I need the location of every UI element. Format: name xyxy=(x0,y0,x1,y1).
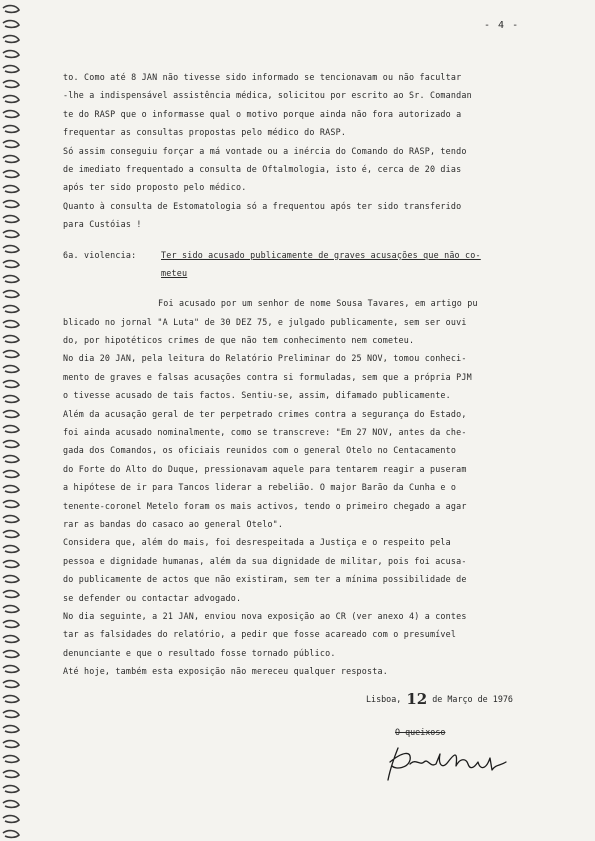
binding-coil xyxy=(3,786,19,793)
binding-coil xyxy=(3,366,19,373)
binding-coil xyxy=(3,666,19,673)
text-line: para Custóias ! xyxy=(63,219,142,230)
text-line: Além da acusação geral de ter perpetrado crimes contra a segurança do Estado, xyxy=(63,408,467,419)
binding-coil xyxy=(3,456,19,463)
binding-coil xyxy=(3,246,19,253)
binding-coil xyxy=(3,771,19,778)
text-line: do Forte do Alto do Duque, pressionavam aquele para tentarem reagir a puseram xyxy=(63,463,467,474)
binding-coil xyxy=(3,186,19,193)
text-line: tar as falsidades do relatório, a pedir que fosse acareado com o presumível xyxy=(63,629,457,640)
text-line: a hipótese de ir para Tancos liderar a rebelião. O major Barão da Cunha e o xyxy=(63,482,457,493)
binding-coil xyxy=(3,261,19,268)
text-line: No dia 20 JAN, pela leitura do Relatório Preliminar do 25 NOV, tomou conheci- xyxy=(63,353,467,364)
binding-coil xyxy=(3,606,19,613)
text-line: o tivesse acusado de tais factos. Sentiu-se, assim, difamado publicamente. xyxy=(63,390,451,401)
binding-coil xyxy=(3,561,19,568)
binding-coil xyxy=(3,216,19,223)
text-line: blicado no jornal "A Luta" de 30 DEZ 75, e julgado publicamente, sem ser ouvi xyxy=(63,316,467,327)
text-line: No dia seguinte, a 21 JAN, enviou nova exposição ao CR (ver anexo 4) a contes xyxy=(63,610,467,621)
binding-coil xyxy=(3,6,19,13)
binding-coil xyxy=(3,426,19,433)
binding-coil xyxy=(3,801,19,808)
binding-coil xyxy=(3,471,19,478)
binding-coil xyxy=(3,531,19,538)
text-line: frequentar as consultas propostas pelo médico do RASP. xyxy=(63,127,347,138)
binding-coil xyxy=(3,681,19,688)
text-line: rar as bandas do casaco ao general Otelo". xyxy=(63,518,284,529)
text-line: do publicamente de actos que não existiram, sem ter a mínima possibilidade de xyxy=(63,574,467,585)
text-line: após ter sido proposto pelo médico. xyxy=(63,182,247,193)
binding-coil xyxy=(3,336,19,343)
handwritten-signature xyxy=(380,740,510,784)
binding-coil xyxy=(3,726,19,733)
binding-coil xyxy=(3,291,19,298)
text-line: gada dos Comandos, os oficiais reunidos com o general Otelo no Centacamento xyxy=(63,445,457,456)
text-line: mento de graves e falsas acusações contra si formuladas, sem que a própria PJM xyxy=(63,371,472,382)
text-line: -lhe a indispensável assistência médica, solicitou por escrito ao Sr. Comandan xyxy=(63,90,472,101)
binding-coil xyxy=(3,516,19,523)
binding-coil xyxy=(3,51,19,58)
text-line: pessoa e dignidade humanas, além da sua dignidade de militar, pois foi acusa- xyxy=(63,555,467,566)
date-day: 12 xyxy=(406,690,428,708)
paragraph-treatment xyxy=(63,68,543,234)
text-line: do, por hipotéticos crimes de que não tem conhecimento nem cometeu. xyxy=(63,335,415,346)
heading-text: Ter sido acusado publicamente de graves acusações que não co- xyxy=(161,249,481,260)
text-line: foi ainda acusado nominalmente, como se transcreve: "Em 27 NOV, antes da che- xyxy=(63,427,467,438)
date-rest: de Março de 1976 xyxy=(432,694,513,704)
binding-coil xyxy=(3,711,19,718)
binding-coil xyxy=(3,396,19,403)
binding-coil xyxy=(3,486,19,493)
binding-coil xyxy=(3,756,19,763)
text-line: Foi acusado por um senhor de nome Sousa Tavares, em artigo pu xyxy=(158,298,478,309)
text-line: Até hoje, também esta exposição não mereceu qualquer resposta. xyxy=(63,666,389,677)
letter-body xyxy=(63,68,543,681)
binding-coil xyxy=(3,201,19,208)
date-line xyxy=(366,690,513,708)
binding-coil xyxy=(3,591,19,598)
binding-coil xyxy=(3,546,19,553)
binding-coil xyxy=(3,96,19,103)
sender-label: O queixoso xyxy=(395,727,446,737)
paragraph-accusation xyxy=(63,294,543,680)
text-line: Quanto à consulta de Estomatologia só a frequentou após ter sido transferido xyxy=(63,200,462,211)
binding-coil xyxy=(3,141,19,148)
binding-coil xyxy=(3,21,19,28)
binding-coil xyxy=(3,741,19,748)
text-line: to. Como até 8 JAN não tivesse sido informado se tencionavam ou não facultar xyxy=(63,72,462,82)
binding-coil xyxy=(3,66,19,73)
binding-coil xyxy=(3,351,19,358)
text-line: te do RASP que o informasse qual o motivo porque ainda não fora autorizado a xyxy=(63,108,462,119)
heading-label: 6a. violencia: xyxy=(63,249,137,260)
binding-coil xyxy=(3,156,19,163)
binding-coil xyxy=(3,621,19,628)
page-number: - 4 - xyxy=(484,20,520,31)
binding-coil xyxy=(3,171,19,178)
binding-coil xyxy=(3,126,19,133)
binding-coil xyxy=(3,36,19,43)
binding-coil xyxy=(3,816,19,823)
heading-text: meteu xyxy=(161,267,188,278)
binding-coil xyxy=(3,321,19,328)
binding-coil xyxy=(3,576,19,583)
binding-coil xyxy=(3,831,19,838)
binding-coil xyxy=(3,306,19,313)
binding-coil xyxy=(3,81,19,88)
binding-coil xyxy=(3,441,19,448)
text-line: tenente-coronel Metelo foram os mais activos, tendo o primeiro chegado a agar xyxy=(63,500,467,511)
text-line: de imediato frequentado a consulta de Oftalmologia, isto é, cerca de 20 dias xyxy=(63,163,462,174)
place: Lisboa, xyxy=(366,694,402,704)
section-heading xyxy=(63,246,543,283)
binding-coil xyxy=(3,636,19,643)
binding-coil xyxy=(3,501,19,508)
binding-coil xyxy=(3,111,19,118)
binding-coil xyxy=(3,276,19,283)
text-line: denunciante e que o resultado fosse tornado público. xyxy=(63,647,336,658)
binding-coil xyxy=(3,696,19,703)
binding-coil xyxy=(3,651,19,658)
binding-coil xyxy=(3,381,19,388)
text-line: se defender ou contactar advogado. xyxy=(63,592,242,603)
binding-coil xyxy=(3,411,19,418)
binding-coil xyxy=(3,231,19,238)
text-line: Considera que, além do mais, foi desrespeitada a Justiça e o respeito pela xyxy=(63,537,451,548)
spiral-binding xyxy=(0,0,22,841)
text-line: Só assim conseguiu forçar a má vontade ou a inércia do Comando do RASP, tendo xyxy=(63,145,467,156)
